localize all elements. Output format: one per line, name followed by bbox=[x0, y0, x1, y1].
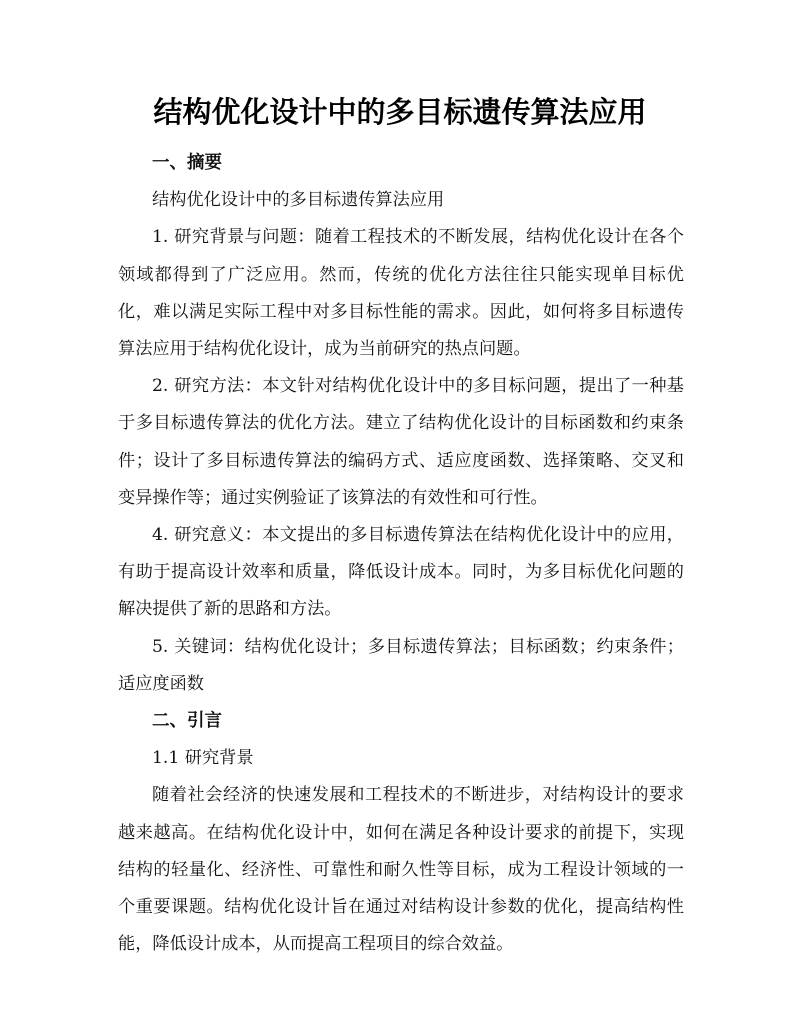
abstract-keywords-paragraph: 5. 关键词：结构优化设计；多目标遗传算法；目标函数；约束条件；适应度函数 bbox=[118, 636, 684, 694]
introduction-subheading: 1.1 研究背景 bbox=[152, 748, 254, 769]
document-body bbox=[118, 145, 684, 963]
abstract-background-paragraph: 1. 研究背景与问题：随着工程技术的不断发展，结构优化设计在各个领域都得到了广泛应用。然而，传统的优化方法往往只能实现单目标优化，难以满足实际工程中对多目标性能的需求。因此，如何将多目标遗传算法应用于结构优化设计，成为当前研究的热点问题。 bbox=[118, 227, 684, 360]
abstract-methods-paragraph: 2. 研究方法：本文针对结构优化设计中的多目标问题，提出了一种基于多目标遗传算法的优化方法。建立了结构优化设计的目标函数和约束条件；设计了多目标遗传算法的编码方式、适应度函数、选择策略、交叉和变异操作等；通过实例验证了该算法的有效性和可行性。 bbox=[118, 376, 684, 508]
introduction-background-paragraph: 随着社会经济的快速发展和工程技术的不断进步，对结构设计的要求越来越高。在结构优化设计中，如何在满足各种设计要求的前提下，实现结构的轻量化、经济性、可靠性和耐久性等目标，成为工程设计领域的一个重要课题。结构优化设计旨在通过对结构设计参数的优化，提高结构性能，降低设计成本，从而提高工程项目的综合效益。 bbox=[118, 785, 684, 955]
section-heading-introduction: 二、引言 bbox=[152, 711, 222, 732]
section-heading-abstract: 一、摘要 bbox=[152, 153, 222, 173]
document-title: 结构优化设计中的多目标遗传算法应用 bbox=[153, 95, 647, 129]
abstract-significance-paragraph: 4. 研究意义：本文提出的多目标遗传算法在结构优化设计中的应用，有助于提高设计效率和质量，降低设计成本。同时，为多目标优化问题的解决提供了新的思路和方法。 bbox=[118, 525, 684, 620]
abstract-subtitle: 结构优化设计中的多目标遗传算法应用 bbox=[152, 190, 445, 211]
